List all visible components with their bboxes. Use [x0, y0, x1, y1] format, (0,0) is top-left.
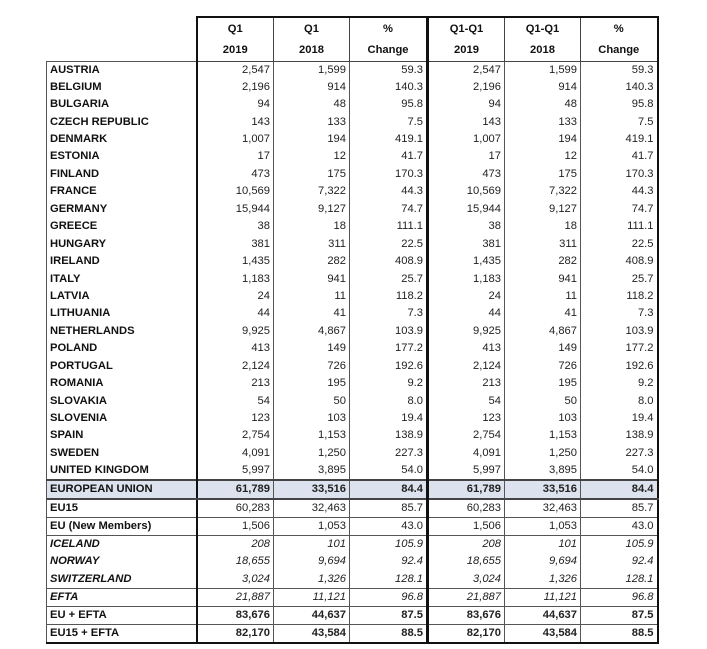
- cell-value: 208: [197, 536, 274, 554]
- cell-value: 3,024: [428, 571, 505, 589]
- cell-value: 195: [505, 375, 581, 392]
- row-label: SLOVENIA: [47, 410, 197, 427]
- cell-value: 111.1: [350, 218, 428, 235]
- cell-value: 60,283: [428, 499, 505, 518]
- row-label: EU + EFTA: [47, 606, 197, 624]
- cell-value: 24: [428, 288, 505, 305]
- cell-value: 44: [197, 305, 274, 322]
- cell-value: 1,326: [505, 571, 581, 589]
- cell-value: 726: [274, 358, 350, 375]
- col-header-ytd-2019-line2: 2019: [428, 39, 505, 61]
- cell-value: 25.7: [581, 270, 658, 287]
- cell-value: 22.5: [350, 235, 428, 252]
- row-label: SLOVAKIA: [47, 392, 197, 409]
- cell-value: 123: [197, 410, 274, 427]
- cell-value: 105.9: [581, 536, 658, 554]
- cell-value: 381: [197, 235, 274, 252]
- summary-row: [47, 499, 658, 518]
- cell-value: 3,895: [505, 462, 581, 480]
- cell-value: 1,599: [274, 61, 350, 79]
- summary-row: [47, 536, 658, 554]
- cell-value: 111.1: [581, 218, 658, 235]
- cell-value: 7.5: [350, 113, 428, 130]
- cell-value: 2,547: [428, 61, 505, 79]
- cell-value: 1,506: [197, 518, 274, 536]
- cell-value: 128.1: [581, 571, 658, 589]
- cell-value: 9,694: [505, 553, 581, 570]
- cell-value: 9,694: [274, 553, 350, 570]
- cell-value: 473: [428, 166, 505, 183]
- cell-value: 18,655: [197, 553, 274, 570]
- cell-value: 18,655: [428, 553, 505, 570]
- row-label: PORTUGAL: [47, 358, 197, 375]
- cell-value: 4,091: [197, 445, 274, 462]
- cell-value: 9,925: [197, 323, 274, 340]
- cell-value: 473: [197, 166, 274, 183]
- country-row: [47, 183, 658, 200]
- cell-value: 133: [505, 113, 581, 130]
- cell-value: 84.4: [350, 480, 428, 499]
- cell-value: 192.6: [350, 358, 428, 375]
- cell-value: 59.3: [581, 61, 658, 79]
- row-label: EUROPEAN UNION: [47, 480, 197, 499]
- cell-value: 17: [197, 148, 274, 165]
- cell-value: 11: [274, 288, 350, 305]
- cell-value: 133: [274, 113, 350, 130]
- cell-value: 83,676: [428, 606, 505, 624]
- cell-value: 7,322: [505, 183, 581, 200]
- cell-value: 118.2: [350, 288, 428, 305]
- cell-value: 1,506: [428, 518, 505, 536]
- cell-value: 1,326: [274, 571, 350, 589]
- cell-value: 1,007: [428, 131, 505, 148]
- cell-value: 11,121: [505, 588, 581, 606]
- country-row: [47, 96, 658, 113]
- cell-value: 381: [428, 235, 505, 252]
- cell-value: 7.5: [581, 113, 658, 130]
- cell-value: 408.9: [350, 253, 428, 270]
- cell-value: 44,637: [274, 606, 350, 624]
- cell-value: 2,124: [428, 358, 505, 375]
- cell-value: 2,124: [197, 358, 274, 375]
- country-row: [47, 323, 658, 340]
- cell-value: 95.8: [581, 96, 658, 113]
- cell-value: 149: [505, 340, 581, 357]
- cell-value: 83,676: [197, 606, 274, 624]
- country-row: [47, 79, 658, 96]
- row-label: LITHUANIA: [47, 305, 197, 322]
- cell-value: 103: [274, 410, 350, 427]
- cell-value: 11: [505, 288, 581, 305]
- cell-value: 177.2: [350, 340, 428, 357]
- country-row: [47, 462, 658, 480]
- cell-value: 941: [274, 270, 350, 287]
- cell-value: 41.7: [581, 148, 658, 165]
- cell-value: 192.6: [581, 358, 658, 375]
- cell-value: 1,250: [505, 445, 581, 462]
- cell-value: 44: [428, 305, 505, 322]
- cell-value: 61,789: [428, 480, 505, 499]
- cell-value: 1,007: [197, 131, 274, 148]
- row-label: ICELAND: [47, 536, 197, 554]
- cell-value: 12: [505, 148, 581, 165]
- row-label: BULGARIA: [47, 96, 197, 113]
- row-label: ESTONIA: [47, 148, 197, 165]
- col-header-q1-2019-line1: Q1: [197, 17, 274, 39]
- cell-value: 9.2: [350, 375, 428, 392]
- cell-value: 213: [197, 375, 274, 392]
- cell-value: 3,895: [274, 462, 350, 480]
- summary-row: [47, 518, 658, 536]
- cell-value: 9.2: [581, 375, 658, 392]
- cell-value: 149: [274, 340, 350, 357]
- row-label: GREECE: [47, 218, 197, 235]
- row-label: SWEDEN: [47, 445, 197, 462]
- cell-value: 8.0: [581, 392, 658, 409]
- cell-value: 105.9: [350, 536, 428, 554]
- cell-value: 38: [197, 218, 274, 235]
- row-label: HUNGARY: [47, 235, 197, 252]
- cell-value: 118.2: [581, 288, 658, 305]
- cell-value: 10,569: [428, 183, 505, 200]
- cell-value: 9,925: [428, 323, 505, 340]
- cell-value: 25.7: [350, 270, 428, 287]
- cell-value: 1,053: [505, 518, 581, 536]
- cell-value: 74.7: [581, 201, 658, 218]
- cell-value: 4,867: [274, 323, 350, 340]
- cell-value: 1,053: [274, 518, 350, 536]
- cell-value: 21,887: [428, 588, 505, 606]
- row-label: NORWAY: [47, 553, 197, 570]
- cell-value: 32,463: [274, 499, 350, 518]
- cell-value: 54.0: [350, 462, 428, 480]
- country-row: [47, 375, 658, 392]
- cell-value: 1,599: [505, 61, 581, 79]
- cell-value: 43.0: [581, 518, 658, 536]
- cell-value: 194: [505, 131, 581, 148]
- col-header-q1-2018-line2: 2018: [274, 39, 350, 61]
- cell-value: 1,183: [197, 270, 274, 287]
- cell-value: 194: [274, 131, 350, 148]
- cell-value: 101: [274, 536, 350, 554]
- row-label: EU15: [47, 499, 197, 518]
- col-header-ytd-change-line1: %: [581, 17, 658, 39]
- cell-value: 74.7: [350, 201, 428, 218]
- row-label: EU15 + EFTA: [47, 624, 197, 643]
- cell-value: 9,127: [274, 201, 350, 218]
- cell-value: 44,637: [505, 606, 581, 624]
- country-row: [47, 427, 658, 444]
- cell-value: 50: [274, 392, 350, 409]
- cell-value: 282: [274, 253, 350, 270]
- cell-value: 311: [274, 235, 350, 252]
- cell-value: 4,091: [428, 445, 505, 462]
- cell-value: 128.1: [350, 571, 428, 589]
- row-label: SPAIN: [47, 427, 197, 444]
- row-label: GERMANY: [47, 201, 197, 218]
- cell-value: 227.3: [350, 445, 428, 462]
- cell-value: 41: [505, 305, 581, 322]
- cell-value: 2,196: [197, 79, 274, 96]
- cell-value: 38: [428, 218, 505, 235]
- cell-value: 311: [505, 235, 581, 252]
- row-label: AUSTRIA: [47, 61, 197, 79]
- cell-value: 2,196: [428, 79, 505, 96]
- cell-value: 61,789: [197, 480, 274, 499]
- cell-value: 413: [428, 340, 505, 357]
- row-label: FRANCE: [47, 183, 197, 200]
- cell-value: 11,121: [274, 588, 350, 606]
- header-blank: [47, 17, 197, 39]
- row-label: POLAND: [47, 340, 197, 357]
- cell-value: 103.9: [581, 323, 658, 340]
- country-row: [47, 201, 658, 218]
- header-row-2: [47, 39, 658, 61]
- country-row: [47, 410, 658, 427]
- row-label: LATVIA: [47, 288, 197, 305]
- cell-value: 175: [505, 166, 581, 183]
- cell-value: 101: [505, 536, 581, 554]
- cell-value: 41.7: [350, 148, 428, 165]
- country-row: [47, 358, 658, 375]
- cell-value: 82,170: [197, 624, 274, 643]
- cell-value: 177.2: [581, 340, 658, 357]
- country-row: [47, 253, 658, 270]
- cell-value: 123: [428, 410, 505, 427]
- cell-value: 941: [505, 270, 581, 287]
- cell-value: 138.9: [350, 427, 428, 444]
- cell-value: 88.5: [350, 624, 428, 643]
- cell-value: 87.5: [350, 606, 428, 624]
- col-header-change-line1: %: [350, 17, 428, 39]
- cell-value: 94: [428, 96, 505, 113]
- cell-value: 2,754: [197, 427, 274, 444]
- country-row: [47, 235, 658, 252]
- cell-value: 44.3: [350, 183, 428, 200]
- cell-value: 96.8: [581, 588, 658, 606]
- summary-row: [47, 624, 658, 643]
- cell-value: 18: [505, 218, 581, 235]
- cell-value: 140.3: [581, 79, 658, 96]
- cell-value: 1,435: [197, 253, 274, 270]
- cell-value: 88.5: [581, 624, 658, 643]
- cell-value: 21,887: [197, 588, 274, 606]
- cell-value: 85.7: [350, 499, 428, 518]
- cell-value: 43,584: [274, 624, 350, 643]
- cell-value: 170.3: [581, 166, 658, 183]
- cell-value: 84.4: [581, 480, 658, 499]
- row-label: EFTA: [47, 588, 197, 606]
- cell-value: 195: [274, 375, 350, 392]
- country-row: [47, 131, 658, 148]
- country-row: [47, 218, 658, 235]
- cell-value: 1,250: [274, 445, 350, 462]
- cell-value: 44.3: [581, 183, 658, 200]
- registrations-table: [46, 16, 659, 644]
- cell-value: 419.1: [581, 131, 658, 148]
- cell-value: 60,283: [197, 499, 274, 518]
- cell-value: 33,516: [274, 480, 350, 499]
- row-label: FINLAND: [47, 166, 197, 183]
- cell-value: 1,153: [274, 427, 350, 444]
- row-label: UNITED KINGDOM: [47, 462, 197, 480]
- cell-value: 5,997: [428, 462, 505, 480]
- cell-value: 43.0: [350, 518, 428, 536]
- cell-value: 140.3: [350, 79, 428, 96]
- summary-row: [47, 553, 658, 570]
- cell-value: 8.0: [350, 392, 428, 409]
- col-header-ytd-2018-line2: 2018: [505, 39, 581, 61]
- cell-value: 19.4: [350, 410, 428, 427]
- cell-value: 87.5: [581, 606, 658, 624]
- cell-value: 4,867: [505, 323, 581, 340]
- row-label: ITALY: [47, 270, 197, 287]
- cell-value: 138.9: [581, 427, 658, 444]
- header-blank: [47, 39, 197, 61]
- cell-value: 170.3: [350, 166, 428, 183]
- country-row: [47, 270, 658, 287]
- summary-row: [47, 606, 658, 624]
- cell-value: 726: [505, 358, 581, 375]
- row-label: EU (New Members): [47, 518, 197, 536]
- country-row: [47, 392, 658, 409]
- cell-value: 143: [197, 113, 274, 130]
- cell-value: 7.3: [350, 305, 428, 322]
- summary-row: [47, 588, 658, 606]
- cell-value: 103.9: [350, 323, 428, 340]
- cell-value: 43,584: [505, 624, 581, 643]
- row-label: NETHERLANDS: [47, 323, 197, 340]
- cell-value: 1,183: [428, 270, 505, 287]
- cell-value: 413: [197, 340, 274, 357]
- cell-value: 9,127: [505, 201, 581, 218]
- cell-value: 92.4: [350, 553, 428, 570]
- cell-value: 95.8: [350, 96, 428, 113]
- cell-value: 59.3: [350, 61, 428, 79]
- cell-value: 12: [274, 148, 350, 165]
- cell-value: 419.1: [350, 131, 428, 148]
- cell-value: 96.8: [350, 588, 428, 606]
- country-row: [47, 113, 658, 130]
- cell-value: 103: [505, 410, 581, 427]
- col-header-ytd-change-line2: Change: [581, 39, 658, 61]
- cell-value: 914: [505, 79, 581, 96]
- header-row-1: [47, 17, 658, 39]
- cell-value: 92.4: [581, 553, 658, 570]
- country-row: [47, 305, 658, 322]
- col-header-change-line2: Change: [350, 39, 428, 61]
- cell-value: 85.7: [581, 499, 658, 518]
- cell-value: 54.0: [581, 462, 658, 480]
- row-label: IRELAND: [47, 253, 197, 270]
- col-header-ytd-2019-line1: Q1-Q1: [428, 17, 505, 39]
- cell-value: 1,435: [428, 253, 505, 270]
- cell-value: 48: [505, 96, 581, 113]
- cell-value: 82,170: [428, 624, 505, 643]
- row-label: DENMARK: [47, 131, 197, 148]
- cell-value: 10,569: [197, 183, 274, 200]
- cell-value: 54: [428, 392, 505, 409]
- cell-value: 24: [197, 288, 274, 305]
- col-header-ytd-2018-line1: Q1-Q1: [505, 17, 581, 39]
- country-row: [47, 445, 658, 462]
- row-label: CZECH REPUBLIC: [47, 113, 197, 130]
- cell-value: 208: [428, 536, 505, 554]
- country-row: [47, 61, 658, 79]
- country-row: [47, 166, 658, 183]
- cell-value: 175: [274, 166, 350, 183]
- col-header-q1-2018-line1: Q1: [274, 17, 350, 39]
- cell-value: 2,547: [197, 61, 274, 79]
- cell-value: 408.9: [581, 253, 658, 270]
- cell-value: 19.4: [581, 410, 658, 427]
- cell-value: 33,516: [505, 480, 581, 499]
- country-row: [47, 340, 658, 357]
- cell-value: 15,944: [428, 201, 505, 218]
- cell-value: 282: [505, 253, 581, 270]
- col-header-q1-2019-line2: 2019: [197, 39, 274, 61]
- country-row: [47, 288, 658, 305]
- country-row: [47, 148, 658, 165]
- summary-row: [47, 571, 658, 589]
- cell-value: 1,153: [505, 427, 581, 444]
- cell-value: 54: [197, 392, 274, 409]
- cell-value: 914: [274, 79, 350, 96]
- cell-value: 143: [428, 113, 505, 130]
- row-label: ROMANIA: [47, 375, 197, 392]
- cell-value: 7,322: [274, 183, 350, 200]
- cell-value: 18: [274, 218, 350, 235]
- cell-value: 32,463: [505, 499, 581, 518]
- cell-value: 94: [197, 96, 274, 113]
- cell-value: 3,024: [197, 571, 274, 589]
- cell-value: 5,997: [197, 462, 274, 480]
- cell-value: 7.3: [581, 305, 658, 322]
- cell-value: 213: [428, 375, 505, 392]
- cell-value: 41: [274, 305, 350, 322]
- cell-value: 48: [274, 96, 350, 113]
- cell-value: 2,754: [428, 427, 505, 444]
- cell-value: 15,944: [197, 201, 274, 218]
- cell-value: 22.5: [581, 235, 658, 252]
- summary-row: [47, 480, 658, 499]
- cell-value: 17: [428, 148, 505, 165]
- row-label: SWITZERLAND: [47, 571, 197, 589]
- cell-value: 227.3: [581, 445, 658, 462]
- cell-value: 50: [505, 392, 581, 409]
- row-label: BELGIUM: [47, 79, 197, 96]
